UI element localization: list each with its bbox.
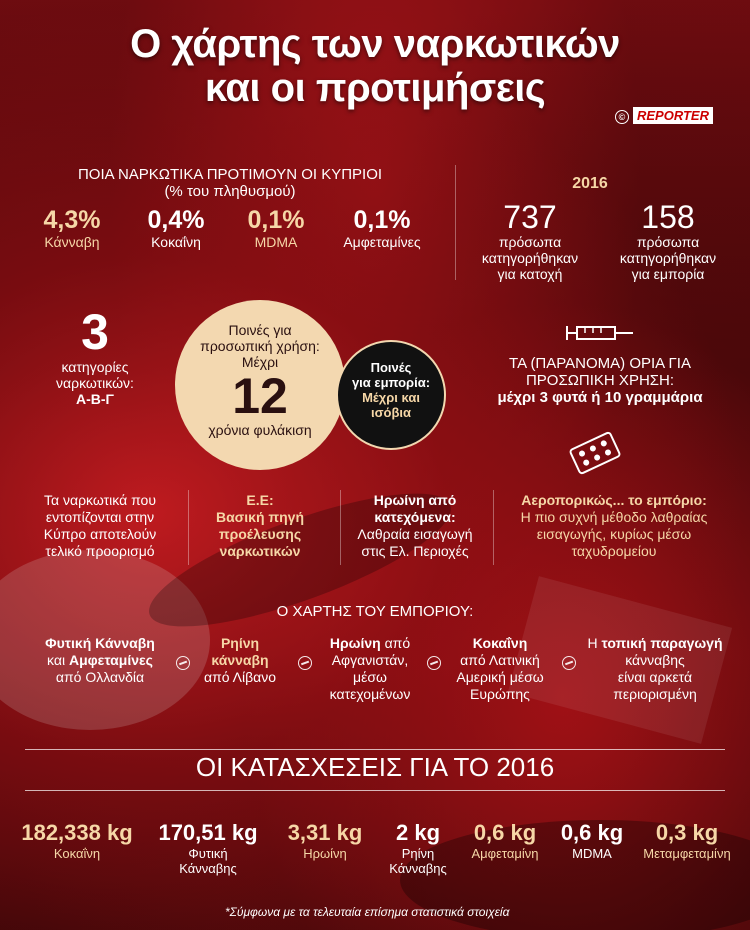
fact-line: ναρκωτικών: [219, 543, 301, 559]
seizure-label: Φυτική: [188, 846, 228, 861]
stat-line: κατηγορήθηκαν: [481, 250, 579, 266]
personal-penalty-circle: [175, 300, 345, 470]
pref-label: MDMA: [254, 234, 298, 250]
stat-possession: [450, 200, 610, 282]
stat-value: 737: [503, 199, 557, 235]
route-line: Αφγανιστάν,: [331, 652, 409, 668]
seizure-label: Ρηίνη: [401, 846, 435, 861]
pref-label: Κοκαΐνη: [151, 234, 201, 250]
route-netherlands: [25, 635, 175, 686]
fact-line: Ηρωίνη από: [373, 492, 457, 508]
preferences-heading-text: ΠΟΙΑ ΝΑΡΚΩΤΙΚΑ ΠΡΟΤΙΜΟΥΝ ΟΙ ΚΥΠΡΙΟΙ: [77, 166, 383, 183]
route-latin-america: [440, 635, 560, 703]
penalty-line: χρόνια φυλάκιση: [208, 422, 312, 438]
fact-line: Η πιο συχνή μέθοδο λαθραίας: [520, 509, 708, 525]
penalty-value: 12: [232, 368, 288, 424]
pref-value: 4,3%: [43, 206, 101, 234]
seizure-cocaine: [12, 820, 142, 861]
seizure-value: 0,6 kg: [473, 820, 537, 845]
penalty-line: Ποινές για: [228, 322, 292, 338]
stat-trafficking: [588, 200, 748, 282]
penalty-line: για εμπορία:: [351, 375, 431, 390]
seizure-value: 170,51 kg: [158, 820, 258, 845]
reporter-watermark: [615, 108, 713, 124]
syringe-icon: [565, 318, 635, 348]
pref-value: 0,1%: [353, 206, 411, 234]
pill-separator-icon: [176, 656, 190, 670]
footnote: *Σύμφωνα με τα τελευταία επίσημα στατιστικά στοιχεία: [225, 905, 510, 919]
seizure-value: 3,31 kg: [287, 820, 363, 845]
route-text: και: [47, 652, 69, 668]
route-line: από Λίβανο: [203, 669, 277, 685]
route-local-production: [575, 635, 735, 703]
seizure-value: 0,3 kg: [655, 820, 719, 845]
fact-final-destination: [25, 492, 175, 560]
categories-line: κατηγορίες: [61, 359, 129, 375]
seizure-value: 2 kg: [395, 820, 441, 845]
seizure-label: Μεταμφεταμίνη: [643, 846, 731, 861]
route-line: κατεχομένων: [329, 686, 411, 702]
fact-eu-source: [190, 492, 330, 560]
route-line: μέσω: [353, 669, 387, 685]
limits-line: ΤΑ (ΠΑΡΑΝΟΜΑ) ΟΡΙΑ ΓΙΑ: [509, 355, 691, 372]
trafficking-penalty-circle: [336, 340, 446, 450]
pref-label: Αμφεταμίνες: [343, 234, 421, 250]
seizures-bottom-rule: [25, 790, 725, 791]
seizure-value: 0,6 kg: [560, 820, 624, 845]
fact-line: εντοπίζονται στην: [45, 509, 155, 525]
preferences-subheading: (% του πληθυσμού): [164, 183, 296, 200]
copyright-icon: ©: [615, 110, 629, 124]
seizure-methamphetamine: [632, 820, 742, 861]
limits-line: ΠΡΟΣΩΠΙΚΗ ΧΡΗΣΗ:: [525, 372, 675, 389]
route-lebanon: [190, 635, 290, 686]
route-text: Η: [587, 635, 602, 651]
seizures-heading: ΟΙ ΚΑΤΑΣΧΕΣΕΙΣ ΓΙΑ ΤΟ 2016: [195, 752, 555, 782]
route-line: Κοκαΐνη: [472, 635, 528, 651]
route-text: Αμφεταμίνες: [68, 652, 153, 668]
preferences-heading: [30, 166, 430, 200]
fact-line: Αεροπορικώς... το εμπόριο:: [521, 492, 707, 508]
pill-separator-icon: [562, 656, 576, 670]
pref-item-cannabis: [22, 206, 122, 250]
route-line: Ευρώπης: [470, 686, 530, 702]
seizure-amphetamine: [460, 820, 550, 861]
route-afghanistan: [310, 635, 430, 703]
seizure-label: MDMA: [572, 846, 612, 861]
seizure-resin: [378, 820, 458, 876]
fact-line: προέλευσης: [218, 526, 302, 542]
fact-heroin-occupied: [340, 492, 490, 560]
stat-value: 158: [641, 199, 695, 235]
fact-line: Τα ναρκωτικά που: [44, 492, 156, 508]
fact-line: ταχυδρομείου: [571, 543, 657, 559]
title-line-1: Ο χάρτης των ναρκωτικών: [130, 22, 620, 66]
route-text: τοπική παραγωγή: [601, 635, 723, 651]
pref-item-mdma: [226, 206, 326, 250]
penalty-line: ισόβια: [371, 405, 411, 420]
fact-line: Ε.Ε:: [246, 492, 274, 508]
route-line: από Ολλανδία: [55, 669, 145, 685]
fact-line: Κύπρο αποτελούν: [43, 526, 157, 542]
fact-line: κατεχόμενα:: [374, 509, 456, 525]
fact-line: τελικό προορισμό: [45, 543, 155, 559]
title-line-2: και οι προτιμήσεις: [204, 66, 546, 110]
seizures-top-rule: [25, 749, 725, 750]
trade-map-heading: Ο ΧΑΡΤΗΣ ΤΟΥ ΕΜΠΟΡΙΟΥ:: [276, 603, 474, 620]
stat-line: για κατοχή: [497, 266, 563, 282]
pref-value: 0,4%: [147, 206, 205, 234]
pref-label: Κάνναβη: [44, 234, 100, 250]
route-text: Ηρωίνη: [329, 635, 381, 651]
seizure-label: Αμφεταμίνη: [471, 846, 539, 861]
drug-categories: [30, 305, 160, 407]
seizure-label: Κάνναβης: [179, 861, 237, 876]
fact-line: Λαθραία εισαγωγή: [357, 526, 473, 542]
route-line: είναι αρκετά: [617, 669, 693, 685]
seizure-value: 182,338 kg: [21, 820, 133, 845]
route-line: κάνναβης: [625, 652, 685, 668]
categories-line: ναρκωτικών:: [56, 375, 134, 391]
penalty-line: προσωπική χρήση:: [200, 338, 320, 354]
seizure-label: Ηρωίνη: [303, 846, 347, 861]
stat-line: πρόσωπα: [498, 234, 562, 250]
personal-use-limits: [455, 355, 745, 406]
stat-line: κατηγορήθηκαν: [619, 250, 717, 266]
page-title: [0, 22, 750, 110]
fact-line: στις Ελ. Περιοχές: [361, 543, 469, 559]
pill-separator-icon: [427, 656, 441, 670]
penalty-line: Μέχρι και: [362, 390, 420, 405]
limits-line: μέχρι 3 φυτά ή 10 γραμμάρια: [497, 389, 703, 406]
route-line: Αμερική μέσω: [456, 669, 544, 685]
reporter-logo: REPORTER: [633, 107, 713, 124]
stat-line: για εμπορία: [631, 266, 705, 282]
pref-item-cocaine: [126, 206, 226, 250]
route-line: περιορισμένη: [613, 686, 697, 702]
fact-line: εισαγωγής, κυρίως μέσω: [536, 526, 692, 542]
pref-value: 0,1%: [247, 206, 305, 234]
seizure-cannabis: [148, 820, 268, 876]
seizure-mdma: [552, 820, 632, 861]
route-line: από Λατινική: [460, 652, 540, 668]
stats-year: 2016: [572, 175, 608, 192]
pill-pack-icon: [565, 428, 625, 478]
stat-line: πρόσωπα: [636, 234, 700, 250]
route-text: από: [380, 635, 411, 651]
route-line: κάνναβη: [211, 652, 269, 668]
seizure-heroin: [280, 820, 370, 861]
fact-line: Βασική πηγή: [215, 509, 305, 525]
pref-item-amphetamines: [322, 206, 442, 250]
categories-line: Α-Β-Γ: [76, 391, 114, 407]
categories-value: 3: [81, 304, 109, 360]
penalty-line: Ποινές: [370, 360, 412, 375]
seizure-label: Κάνναβης: [389, 861, 447, 876]
route-line: Φυτική Κάνναβη: [45, 635, 155, 651]
seizure-label: Κοκαΐνη: [53, 846, 101, 861]
fact-divider: [188, 490, 189, 565]
penalty-line: Μέχρι: [241, 354, 279, 370]
fact-air-trade: [494, 492, 734, 560]
route-line: Ρηίνη: [220, 635, 260, 651]
